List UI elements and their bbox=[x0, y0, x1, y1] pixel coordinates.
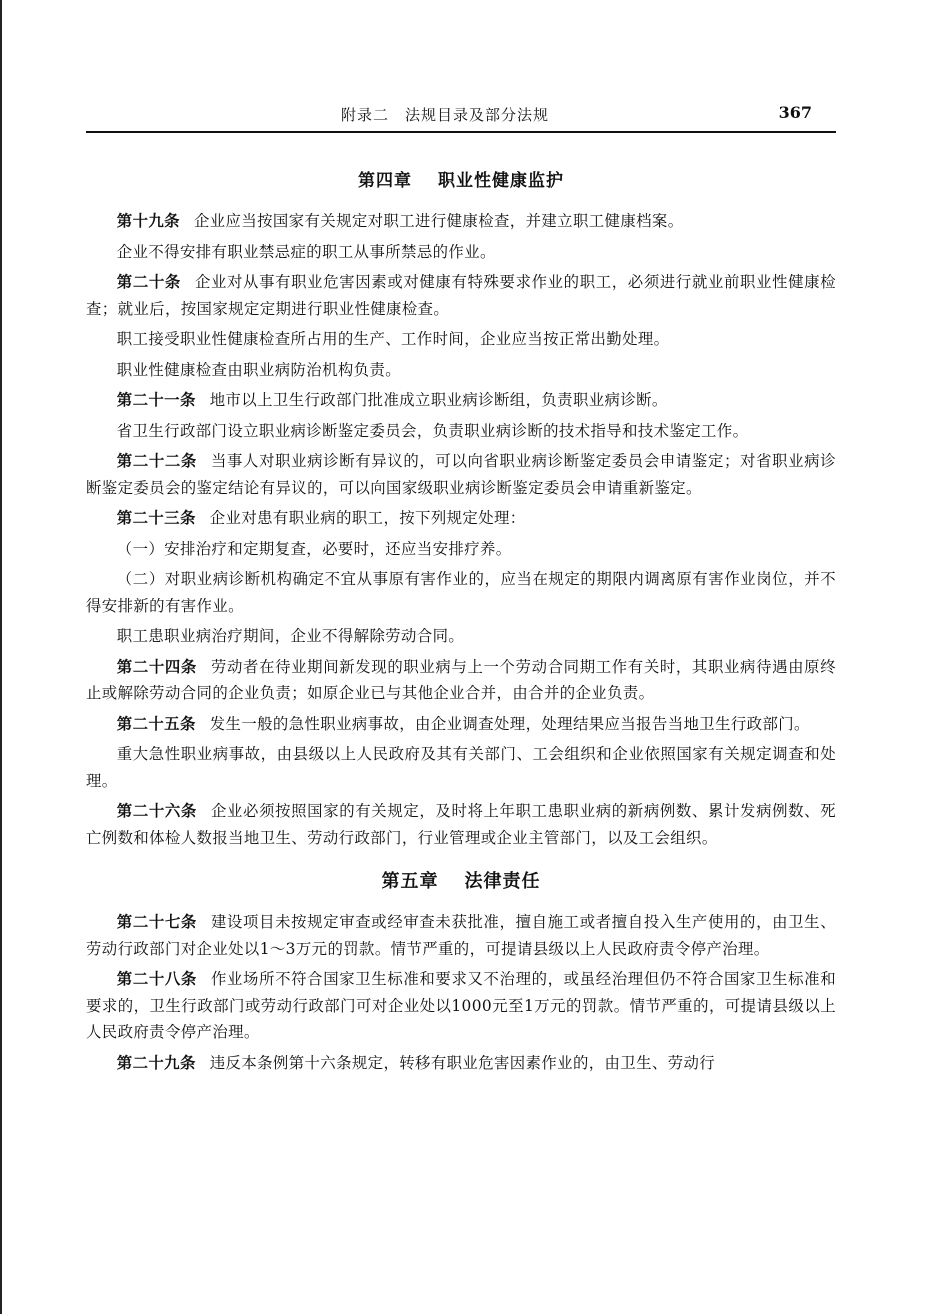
chapter-5-heading bbox=[86, 867, 836, 897]
article-23-item-2 bbox=[86, 566, 836, 619]
clause-text: 企业不得安排有职业禁忌症的职工从事所禁忌的作业。 bbox=[116, 242, 496, 261]
clause-text: 重大急性职业病事故，由县级以上人民政府及其有关部门、工会组织和企业依照国家有关规定调查和处理。 bbox=[86, 745, 836, 790]
article-text: 作业场所不符合国家卫生标准和要求又不治理的，或虽经治理但仍不符合国家卫生标准和要求的，卫生行政部门或劳动行政部门可对企业处以1000元至1万元的罚款。情节严重的，可提请县级以上人民政府责令停产治理。 bbox=[86, 970, 836, 1041]
clause-text: （一）安排治疗和定期复查，必要时，还应当安排疗养。 bbox=[116, 539, 512, 558]
article-number: 第二十条 bbox=[116, 273, 181, 291]
article-20-clause-3 bbox=[86, 357, 836, 384]
article-number: 第二十六条 bbox=[116, 802, 197, 820]
article-27 bbox=[86, 909, 836, 962]
article-text: 企业对从事有职业危害因素或对健康有特殊要求作业的职工，必须进行就业前职业性健康检查；就业后，按国家规定定期进行职业性健康检查。 bbox=[86, 273, 836, 318]
article-24 bbox=[86, 654, 836, 707]
article-text: 违反本条例第十六条规定，转移有职业危害因素作业的，由卫生、劳动行 bbox=[209, 1053, 716, 1072]
clause-text: （二）对职业病诊断机构确定不宜从事原有害作业的，应当在规定的期限内调离原有害作业岗位，并不得安排新的有害作业。 bbox=[86, 570, 836, 615]
article-23-clause-3 bbox=[86, 623, 836, 650]
clause-text: 职工接受职业性健康检查所占用的生产、工作时间，企业应当按正常出勤处理。 bbox=[116, 330, 670, 348]
running-header-title: 附录二 法规目录及部分法规 bbox=[341, 106, 550, 124]
article-number: 第二十三条 bbox=[116, 509, 196, 527]
article-19 bbox=[86, 208, 836, 235]
article-text: 当事人对职业病诊断有异议的，可以向省职业病诊断鉴定委员会申请鉴定；对省职业病诊断鉴定委员会的鉴定结论有异议的，可以向国家级职业病诊断鉴定委员会申请重新鉴定。 bbox=[86, 452, 836, 497]
article-28 bbox=[86, 966, 836, 1046]
clause-text: 省卫生行政部门设立职业病诊断鉴定委员会，负责职业病诊断的技术指导和技术鉴定工作。 bbox=[116, 421, 749, 440]
article-25 bbox=[86, 711, 836, 738]
article-number: 第二十九条 bbox=[116, 1053, 196, 1072]
header-rule bbox=[86, 131, 836, 133]
article-text: 建设项目未按规定审查或经审查未获批准，擅自施工或者擅自投入生产使用的，由卫生、劳动行政部门对企业处以1～3万元的罚款。情节严重的，可提请县级以上人民政府责令停产治理。 bbox=[86, 913, 836, 958]
clause-text: 职业性健康检查由职业病防治机构负责。 bbox=[116, 360, 402, 379]
article-number: 第二十四条 bbox=[116, 657, 197, 676]
page-number: 367 bbox=[778, 103, 812, 122]
article-text: 地市以上卫生行政部门批准成立职业病诊断组，负责职业病诊断。 bbox=[209, 391, 668, 409]
article-19-clause bbox=[86, 239, 836, 266]
running-header bbox=[86, 104, 836, 130]
article-number: 第二十七条 bbox=[116, 913, 197, 931]
chapter-5-number: 第五章 bbox=[381, 871, 439, 892]
article-number: 第二十二条 bbox=[116, 452, 197, 470]
chapter-4-heading bbox=[86, 166, 836, 196]
article-29 bbox=[86, 1050, 836, 1077]
clause-text: 职工患职业病治疗期间，企业不得解除劳动合同。 bbox=[116, 627, 465, 645]
article-text: 劳动者在待业期间新发现的职业病与上一个劳动合同期工作有关时，其职业病待遇由原终止或解除劳动合同的企业负责；如原企业已与其他企业合并，由合并的企业负责。 bbox=[86, 657, 836, 702]
chapter-4-title: 职业性健康监护 bbox=[438, 171, 564, 191]
article-20 bbox=[86, 269, 836, 322]
article-text: 企业应当按国家有关规定对职工进行健康检查，并建立职工健康档案。 bbox=[193, 212, 684, 230]
article-number: 第二十五条 bbox=[116, 714, 196, 733]
article-26 bbox=[86, 798, 836, 851]
article-number: 第二十一条 bbox=[116, 391, 196, 409]
article-20-clause-2 bbox=[86, 326, 836, 353]
chapter-4-number: 第四章 bbox=[358, 171, 412, 191]
chapter-5-title: 法律责任 bbox=[464, 871, 541, 892]
article-25-clause-2 bbox=[86, 741, 836, 794]
article-21-clause-2 bbox=[86, 418, 836, 445]
article-number: 第十九条 bbox=[116, 212, 180, 230]
article-21 bbox=[86, 387, 836, 414]
article-text: 发生一般的急性职业病事故，由企业调查处理，处理结果应当报告当地卫生行政部门。 bbox=[209, 714, 810, 733]
article-23 bbox=[86, 505, 836, 532]
page-left-border bbox=[0, 0, 2, 1314]
article-text: 企业对患有职业病的职工，按下列规定处理： bbox=[209, 509, 526, 527]
article-text: 企业必须按照国家的有关规定，及时将上年职工患职业病的新病例数、累计发病例数、死亡例数和体检人数报当地卫生、劳动行政部门，行业管理或企业主管部门，以及工会组织。 bbox=[86, 802, 836, 847]
page-body bbox=[86, 166, 836, 1080]
article-22 bbox=[86, 448, 836, 501]
article-23-item-1 bbox=[86, 536, 836, 563]
article-number: 第二十八条 bbox=[116, 970, 197, 988]
